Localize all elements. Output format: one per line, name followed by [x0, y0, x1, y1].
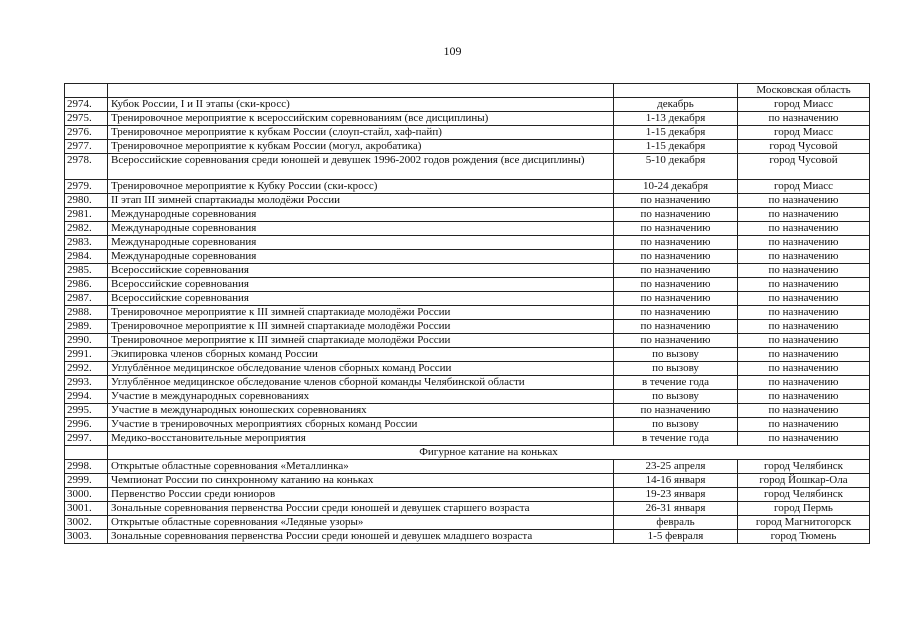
event-date: 14-16 января — [614, 474, 738, 488]
table-row — [65, 320, 870, 334]
event-place: город Чусовой — [738, 154, 870, 180]
event-name: Тренировочное мероприятие к III зимней спартакиаде молодёжи России — [108, 306, 614, 320]
event-place: по назначению — [738, 418, 870, 432]
event-place: по назначению — [738, 236, 870, 250]
event-name: Чемпионат России по синхронному катанию на коньках — [108, 474, 614, 488]
event-place: по назначению — [738, 348, 870, 362]
event-place: город Челябинск — [738, 460, 870, 474]
event-date: по назначению — [614, 222, 738, 236]
row-number: 2986. — [65, 278, 108, 292]
row-number: 2995. — [65, 404, 108, 418]
event-date: по вызову — [614, 348, 738, 362]
event-place: по назначению — [738, 222, 870, 236]
event-place: по назначению — [738, 306, 870, 320]
row-number: 2982. — [65, 222, 108, 236]
event-date: декабрь — [614, 98, 738, 112]
row-number: 2987. — [65, 292, 108, 306]
event-place: город Йошкар-Ола — [738, 474, 870, 488]
event-name: Открытые областные соревнования «Ледяные узоры» — [108, 516, 614, 530]
event-place: город Миасс — [738, 98, 870, 112]
table-row — [65, 126, 870, 140]
event-date: по вызову — [614, 390, 738, 404]
event-date: 19-23 января — [614, 488, 738, 502]
row-number: 2980. — [65, 194, 108, 208]
event-place: по назначению — [738, 112, 870, 126]
table-row — [65, 516, 870, 530]
event-place: по назначению — [738, 194, 870, 208]
section-row — [65, 446, 870, 460]
event-place: по назначению — [738, 278, 870, 292]
table-row — [65, 474, 870, 488]
event-place: город Магнитогорск — [738, 516, 870, 530]
event-name: Всероссийские соревнования — [108, 278, 614, 292]
row-number: 2983. — [65, 236, 108, 250]
event-place: по назначению — [738, 404, 870, 418]
event-date: 23-25 апреля — [614, 460, 738, 474]
event-name: Кубок России, I и II этапы (ски-кросс) — [108, 98, 614, 112]
event-date: по назначению — [614, 320, 738, 334]
event-date: 1-13 декабря — [614, 112, 738, 126]
table-row — [65, 376, 870, 390]
event-date: по назначению — [614, 250, 738, 264]
event-name: Всероссийские соревнования среди юношей и девушек 1996-2002 годов рождения (все дисциплины) — [108, 154, 614, 180]
event-name: Тренировочное мероприятие к кубкам России (слоуп-стайл, хаф-пайп) — [108, 126, 614, 140]
event-name: Зональные соревнования первенства России среди юношей и девушек младшего возраста — [108, 530, 614, 544]
event-name: Участие в международных соревнованиях — [108, 390, 614, 404]
table-row — [65, 236, 870, 250]
table-row — [65, 222, 870, 236]
event-place: город Тюмень — [738, 530, 870, 544]
event-name: Тренировочное мероприятие к кубкам России (могул, акробатика) — [108, 140, 614, 154]
event-name: Международные соревнования — [108, 236, 614, 250]
row-number: 2991. — [65, 348, 108, 362]
event-place: по назначению — [738, 334, 870, 348]
event-place: Московская область — [738, 84, 870, 98]
event-date: по назначению — [614, 264, 738, 278]
event-date: по назначению — [614, 236, 738, 250]
event-place: по назначению — [738, 390, 870, 404]
table-row — [65, 278, 870, 292]
page-number: 109 — [443, 44, 462, 58]
table-row — [65, 404, 870, 418]
table-row — [65, 432, 870, 446]
row-number: 2977. — [65, 140, 108, 154]
table-row — [65, 530, 870, 544]
row-number: 2990. — [65, 334, 108, 348]
table-row — [65, 460, 870, 474]
table-row — [65, 418, 870, 432]
event-name: Всероссийские соревнования — [108, 292, 614, 306]
row-number: 2993. — [65, 376, 108, 390]
event-name: Зональные соревнования первенства России среди юношей и девушек старшего возраста — [108, 502, 614, 516]
event-place: по назначению — [738, 362, 870, 376]
row-number: 2975. — [65, 112, 108, 126]
row-number: 2976. — [65, 126, 108, 140]
table-row — [65, 208, 870, 222]
section-title: Фигурное катание на коньках — [108, 446, 870, 460]
event-name: Открытые областные соревнования «Металлинка» — [108, 460, 614, 474]
event-place: город Пермь — [738, 502, 870, 516]
event-name: Тренировочное мероприятие к всероссийским соревнованиям (все дисциплины) — [108, 112, 614, 126]
event-name: Медико-восстановительные мероприятия — [108, 432, 614, 446]
event-name: Первенство России среди юниоров — [108, 488, 614, 502]
event-place: по назначению — [738, 250, 870, 264]
event-date: 26-31 января — [614, 502, 738, 516]
event-date: по назначению — [614, 278, 738, 292]
section-spacer — [65, 446, 108, 460]
event-date: по назначению — [614, 194, 738, 208]
event-place: по назначению — [738, 264, 870, 278]
row-number: 2984. — [65, 250, 108, 264]
row-number: 2999. — [65, 474, 108, 488]
event-date: по вызову — [614, 362, 738, 376]
table-row — [65, 180, 870, 194]
event-date: по назначению — [614, 306, 738, 320]
event-place: город Миасс — [738, 180, 870, 194]
event-place: по назначению — [738, 432, 870, 446]
row-number: 2997. — [65, 432, 108, 446]
table-row — [65, 194, 870, 208]
event-date — [614, 84, 738, 98]
table-row — [65, 98, 870, 112]
row-number: 2985. — [65, 264, 108, 278]
row-number — [65, 84, 108, 98]
event-date: в течение года — [614, 376, 738, 390]
schedule-table — [64, 83, 870, 544]
event-name: Углублённое медицинское обследование членов сборной команды Челябинской области — [108, 376, 614, 390]
event-date: 10-24 декабря — [614, 180, 738, 194]
row-number: 3001. — [65, 502, 108, 516]
event-name: Международные соревнования — [108, 208, 614, 222]
event-date: в течение года — [614, 432, 738, 446]
table-row — [65, 390, 870, 404]
row-number: 2979. — [65, 180, 108, 194]
event-name — [108, 84, 614, 98]
table-row — [65, 264, 870, 278]
table-row — [65, 502, 870, 516]
event-date: по назначению — [614, 404, 738, 418]
event-name: Тренировочное мероприятие к Кубку России (ски-кросс) — [108, 180, 614, 194]
event-place: город Чусовой — [738, 140, 870, 154]
event-name: Всероссийские соревнования — [108, 264, 614, 278]
event-name: Углублённое медицинское обследование членов сборных команд России — [108, 362, 614, 376]
event-date: по назначению — [614, 208, 738, 222]
event-place: по назначению — [738, 292, 870, 306]
event-name: II этап III зимней спартакиады молодёжи России — [108, 194, 614, 208]
row-number: 2978. — [65, 154, 108, 180]
event-name: Экипировка членов сборных команд России — [108, 348, 614, 362]
row-number: 2989. — [65, 320, 108, 334]
event-date: февраль — [614, 516, 738, 530]
event-name: Тренировочное мероприятие к III зимней спартакиаде молодёжи России — [108, 320, 614, 334]
row-number: 2996. — [65, 418, 108, 432]
table-row — [65, 488, 870, 502]
event-date: по назначению — [614, 334, 738, 348]
table-row — [65, 140, 870, 154]
event-name: Участие в тренировочных мероприятиях сборных команд России — [108, 418, 614, 432]
table-row — [65, 292, 870, 306]
event-date: по вызову — [614, 418, 738, 432]
row-number: 2994. — [65, 390, 108, 404]
event-date: 1-5 февраля — [614, 530, 738, 544]
event-place: по назначению — [738, 376, 870, 390]
event-name: Тренировочное мероприятие к III зимней спартакиаде молодёжи России — [108, 334, 614, 348]
row-number: 2992. — [65, 362, 108, 376]
table-row — [65, 306, 870, 320]
event-date: 1-15 декабря — [614, 140, 738, 154]
table-row — [65, 362, 870, 376]
row-number: 2974. — [65, 98, 108, 112]
event-date: 1-15 декабря — [614, 126, 738, 140]
row-number: 3002. — [65, 516, 108, 530]
table-row — [65, 334, 870, 348]
row-number: 2981. — [65, 208, 108, 222]
event-place: город Миасс — [738, 126, 870, 140]
table-row — [65, 250, 870, 264]
table-row — [65, 348, 870, 362]
event-date: по назначению — [614, 292, 738, 306]
event-place: город Челябинск — [738, 488, 870, 502]
event-name: Участие в международных юношеских соревнованиях — [108, 404, 614, 418]
table-row — [65, 154, 870, 180]
table-row — [65, 84, 870, 98]
row-number: 2998. — [65, 460, 108, 474]
event-name: Международные соревнования — [108, 222, 614, 236]
row-number: 3003. — [65, 530, 108, 544]
event-place: по назначению — [738, 208, 870, 222]
event-name: Международные соревнования — [108, 250, 614, 264]
event-date: 5-10 декабря — [614, 154, 738, 180]
row-number: 2988. — [65, 306, 108, 320]
table-row — [65, 112, 870, 126]
row-number: 3000. — [65, 488, 108, 502]
event-place: по назначению — [738, 320, 870, 334]
